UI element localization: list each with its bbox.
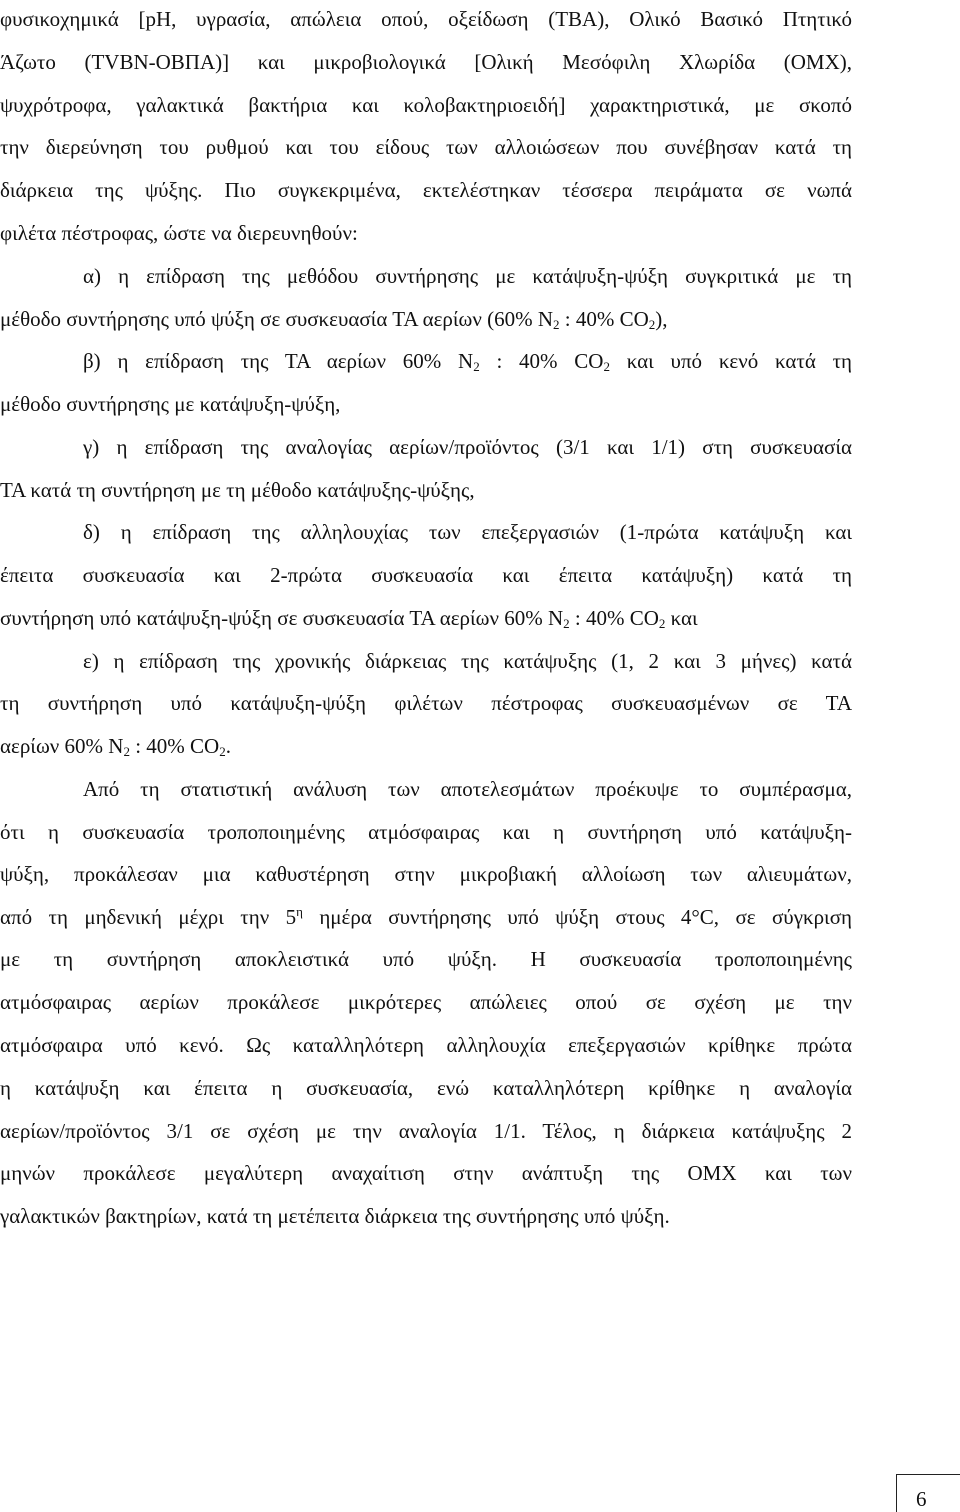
text-segment: : 40% CO bbox=[129, 734, 220, 758]
subscript: 2 bbox=[563, 616, 570, 631]
text-line: γ) η επίδραση της αναλογίας αερίων/προϊόντος (3/1 και 1/1) στη συσκευασία bbox=[83, 435, 852, 459]
subscript: 2 bbox=[123, 744, 130, 759]
superscript: η bbox=[296, 904, 303, 919]
text-line: γαλακτικών βακτηρίων, κατά τη μετέπειτα διάρκεια της συντήρησης υπό ψύξη. bbox=[0, 1204, 670, 1228]
text-line bbox=[0, 603, 852, 633]
text-line: φιλέτα πέστροφας, ώστε να διερευνηθούν: bbox=[0, 221, 358, 245]
text-line: φυσικοχημικά [pH, υγρασία, απώλεια οπού, οξείδωση (TBA), Ολικό Βασικό Πτητικό bbox=[0, 7, 852, 31]
text-line: ψύξη, προκάλεσαν μια καθυστέρηση στην μικροβιακή αλλοίωση των αλιευμάτων, bbox=[0, 862, 852, 886]
text-line: την διερεύνηση του ρυθμού και του είδους των αλλοιώσεων που συνέβησαν κατά τη bbox=[0, 135, 852, 159]
text-line: ατμόσφαιρα υπό κενό. Ως καταλληλότερη αλληλουχία επεξεργασιών κρίθηκε πρώτα bbox=[0, 1033, 852, 1057]
text-segment: : 40% CO bbox=[569, 606, 659, 630]
subscript: 2 bbox=[219, 744, 226, 759]
text-line: έπειτα συσκευασία και 2-πρώτα συσκευασία και έπειτα κατάψυξη) κατά τη bbox=[0, 563, 852, 587]
text-line: ατμόσφαιρας αερίων προκάλεσε μικρότερες απώλειες οπού σε σχέση με την bbox=[0, 990, 852, 1014]
text-line bbox=[0, 304, 852, 334]
text-segment: μέθοδο συντήρησης υπό ψύξη σε συσκευασία ΤΑ αερίων (60% N bbox=[0, 307, 554, 331]
text-line: α) η επίδραση της μεθόδου συντήρησης με κατάψυξη-ψύξη συγκριτικά με τη bbox=[83, 264, 852, 288]
text-segment: ), bbox=[655, 307, 668, 331]
text-line: με τη συντήρηση αποκλειστικά υπό ψύξη. Η συσκευασία τροποποιημένης bbox=[0, 947, 852, 971]
subscript: 2 bbox=[658, 616, 666, 631]
text-line: τη συντήρηση υπό κατάψυξη-ψύξη φιλέτων πέστροφας συσκευασμένων σε ΤΑ bbox=[0, 691, 852, 715]
text-segment: ημέρα συντήρησης υπό ψύξη στους 4°C, σε σύγκριση bbox=[302, 905, 852, 929]
text-segment: συντήρηση υπό κατάψυξη-ψύξη σε συσκευασία ΤΑ αερίων 60% N bbox=[0, 606, 564, 630]
subscript: 2 bbox=[553, 317, 560, 332]
text-line: μέθοδο συντήρησης με κατάψυξη-ψύξη, bbox=[0, 392, 341, 416]
text-line: δ) η επίδραση της αλληλουχίας των επεξεργασιών (1-πρώτα κατάψυξη και bbox=[83, 520, 852, 544]
text-segment: : 40% CO bbox=[559, 307, 649, 331]
text-segment: . bbox=[225, 734, 231, 758]
text-segment: αερίων 60% N bbox=[0, 734, 124, 758]
text-line: Άζωτο (TVBN-ΟΒΠΑ)] και μικροβιολογικά [Ολική Μεσόφιλη Χλωρίδα (ΟΜΧ), bbox=[0, 50, 852, 74]
text-line bbox=[83, 346, 852, 376]
text-segment: β) η επίδραση της ΤΑ αερίων 60% N bbox=[83, 349, 474, 373]
text-line: Από τη στατιστική ανάλυση των αποτελεσμάτων προέκυψε το συμπέρασμα, bbox=[83, 777, 852, 801]
subscript: 2 bbox=[473, 359, 480, 374]
text-line: η κατάψυξη και έπειτα η συσκευασία, ενώ καταλληλότερη κρίθηκε η αναλογία bbox=[0, 1076, 852, 1100]
text-segment: και υπό κενό κατά τη bbox=[609, 349, 852, 373]
text-line: ε) η επίδραση της χρονικής διάρκειας της κατάψυξης (1, 2 και 3 μήνες) κατά bbox=[83, 649, 852, 673]
text-line: διάρκεια της ψύξης. Πιο συγκεκριμένα, εκτελέστηκαν τέσσερα πειράματα σε νωπά bbox=[0, 178, 852, 202]
page-number-box bbox=[896, 1474, 960, 1512]
subscript: 2 bbox=[603, 359, 610, 374]
text-segment: και bbox=[665, 606, 698, 630]
text-line: μηνών προκάλεσε μεγαλύτερη αναχαίτιση στην ανάπτυξη της ΟΜΧ και των bbox=[0, 1161, 852, 1185]
subscript: 2 bbox=[648, 317, 656, 332]
text-segment: από τη μηδενική μέχρι την 5 bbox=[0, 905, 297, 929]
text-segment: : 40% CO bbox=[479, 349, 604, 373]
text-line bbox=[0, 902, 852, 932]
text-line: ψυχρότροφα, γαλακτικά βακτήρια και κολοβακτηριοειδή] χαρακτηριστικά, με σκοπό bbox=[0, 93, 852, 117]
text-line: αερίων/προϊόντος 3/1 σε σχέση με την αναλογία 1/1. Τέλος, η διάρκεια κατάψυξης 2 bbox=[0, 1119, 852, 1143]
text-line: ΤΑ κατά τη συντήρηση με τη μέθοδο κατάψυξης-ψύξης, bbox=[0, 478, 475, 502]
page-number: 6 bbox=[916, 1487, 927, 1511]
text-line bbox=[0, 731, 852, 761]
text-line: ότι η συσκευασία τροποποιημένης ατμόσφαιρας και η συντήρηση υπό κατάψυξη- bbox=[0, 820, 852, 844]
